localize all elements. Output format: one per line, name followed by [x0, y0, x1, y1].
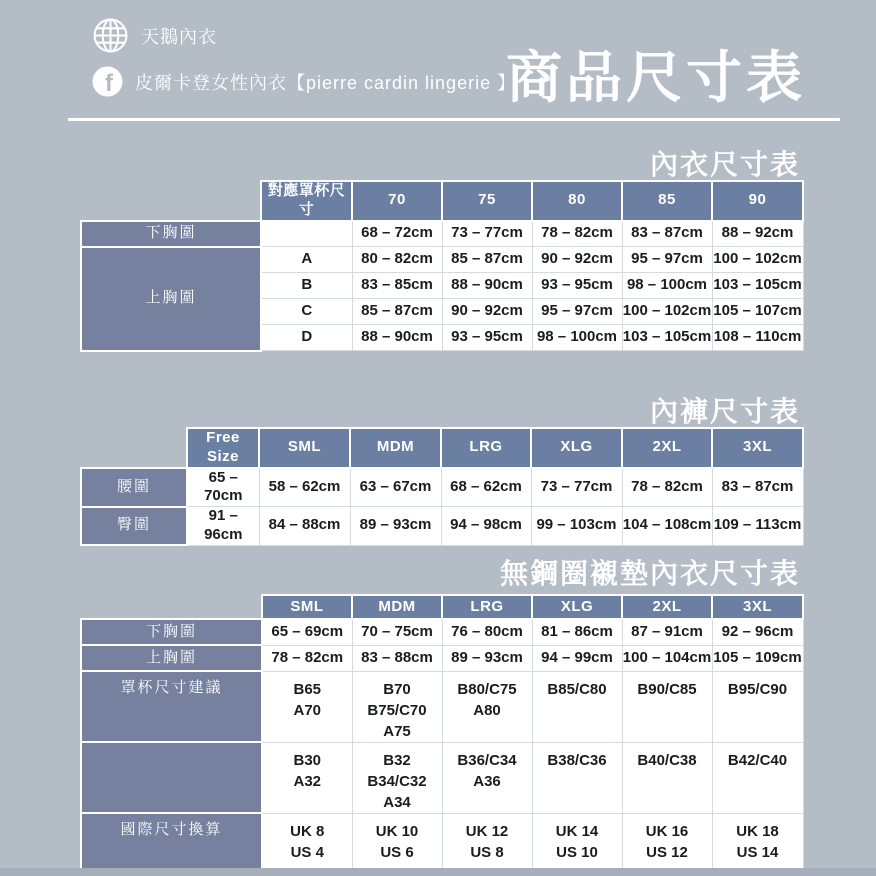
table-cell: 85 – 87cm: [442, 247, 532, 273]
brand-row: [92, 17, 217, 54]
table-cell: 108 – 110cm: [712, 325, 803, 351]
panty-size-table: [80, 427, 804, 546]
table-cell: 78 – 82cm: [532, 221, 622, 247]
row-label: 國際尺寸換算: [81, 813, 262, 876]
table-corner-spacer: [81, 595, 262, 619]
column-header: MDM: [352, 595, 442, 619]
table-cell: 95 – 97cm: [532, 299, 622, 325]
wireless-padded-bra-size-table: [80, 594, 804, 876]
table-cell: B30 A32: [262, 742, 352, 813]
table-cell: 103 – 105cm: [622, 325, 712, 351]
column-header: MDM: [350, 428, 441, 468]
table-cell: 68 – 72cm: [352, 221, 442, 247]
table-cell: B40/C38: [622, 742, 712, 813]
table-cell: A: [261, 247, 352, 273]
table-cell: UK 16 US 12: [622, 813, 712, 876]
table-cell: 104 – 108cm: [622, 507, 712, 546]
column-header: 2XL: [622, 428, 712, 468]
column-header: 85: [622, 181, 712, 221]
table-cell: B80/C75 A80: [442, 671, 532, 742]
row-label: 下胸圍: [81, 619, 262, 645]
table-cell: 63 – 67cm: [350, 468, 441, 507]
table-corner-spacer: [81, 181, 261, 221]
column-header: 90: [712, 181, 803, 221]
table-corner-spacer: [81, 428, 187, 468]
column-header: Free Size: [187, 428, 259, 468]
table-cell: UK 10 US 6: [352, 813, 442, 876]
table-cell: 87 – 91cm: [622, 619, 712, 645]
table-cell: UK 12 US 8: [442, 813, 532, 876]
row-label: 上胸圍: [81, 645, 262, 671]
panty-size-table-container: [80, 427, 804, 546]
row-label: [81, 742, 262, 813]
column-header: 80: [532, 181, 622, 221]
table-cell: B70 B75/C70 A75: [352, 671, 442, 742]
table-row: [81, 742, 803, 813]
column-header: 3XL: [712, 595, 803, 619]
table-cell: 73 – 77cm: [531, 468, 622, 507]
table-cell: B95/C90: [712, 671, 803, 742]
row-label: 下胸圍: [81, 221, 261, 247]
table-cell: D: [261, 325, 352, 351]
table-cell: 94 – 98cm: [441, 507, 531, 546]
row-label: 腰圍: [81, 468, 187, 507]
bra-size-table-container: [80, 180, 804, 352]
table-cell: 83 – 87cm: [712, 468, 803, 507]
table-cell: 83 – 88cm: [352, 645, 442, 671]
column-header: LRG: [441, 428, 531, 468]
table-cell: 90 – 92cm: [442, 299, 532, 325]
row-label: 臀圍: [81, 507, 187, 546]
table-cell: 89 – 93cm: [442, 645, 532, 671]
bra-size-table: [80, 180, 804, 352]
table-cell: B90/C85: [622, 671, 712, 742]
table-row: [81, 813, 803, 876]
table-cell: 100 – 102cm: [622, 299, 712, 325]
table-cell: B85/C80: [532, 671, 622, 742]
table-cell: 90 – 92cm: [532, 247, 622, 273]
table-cell: 78 – 82cm: [622, 468, 712, 507]
column-header: XLG: [532, 595, 622, 619]
table-cell: B32 B34/C32 A34: [352, 742, 442, 813]
column-header: 對應罩杯尺寸: [261, 181, 352, 221]
svg-text:f: f: [104, 70, 113, 97]
table-row: [81, 468, 803, 507]
table-cell: 76 – 80cm: [442, 619, 532, 645]
column-header: XLG: [531, 428, 622, 468]
section-title-panty: 內褲尺寸表: [649, 396, 800, 427]
globe-icon: [92, 17, 129, 54]
column-header: SML: [262, 595, 352, 619]
table-cell: 93 – 95cm: [532, 273, 622, 299]
table-cell: 85 – 87cm: [352, 299, 442, 325]
table-cell: 98 – 100cm: [622, 273, 712, 299]
table-cell: B42/C40: [712, 742, 803, 813]
facebook-row: [92, 66, 516, 97]
row-label: 上胸圍: [81, 247, 261, 351]
table-cell: 99 – 103cm: [531, 507, 622, 546]
header-divider: [68, 118, 840, 121]
table-cell: B: [261, 273, 352, 299]
table-cell: 91 – 96cm: [187, 507, 259, 546]
column-header: SML: [259, 428, 350, 468]
wireless-bra-size-table-container: [80, 594, 804, 876]
table-cell: 93 – 95cm: [442, 325, 532, 351]
page-title: 商品尺寸表: [506, 46, 806, 109]
table-row: [81, 645, 803, 671]
table-cell: 58 – 62cm: [259, 468, 350, 507]
table-cell: 78 – 82cm: [262, 645, 352, 671]
table-cell: 98 – 100cm: [532, 325, 622, 351]
section-title-wireless-bra: 無鋼圈襯墊內衣尺寸表: [499, 558, 800, 589]
table-cell: 89 – 93cm: [350, 507, 441, 546]
table-cell: 92 – 96cm: [712, 619, 803, 645]
brand-name: 天鵝內衣: [141, 26, 217, 47]
table-cell: 100 – 104cm: [622, 645, 712, 671]
table-cell: 80 – 82cm: [352, 247, 442, 273]
table-cell: 103 – 105cm: [712, 273, 803, 299]
table-cell: 95 – 97cm: [622, 247, 712, 273]
table-cell: 84 – 88cm: [259, 507, 350, 546]
table-row: [81, 221, 803, 247]
table-cell: 105 – 109cm: [712, 645, 803, 671]
table-cell: 83 – 87cm: [622, 221, 712, 247]
table-cell: 81 – 86cm: [532, 619, 622, 645]
column-header: 70: [352, 181, 442, 221]
table-cell: 88 – 90cm: [352, 325, 442, 351]
table-cell: B38/C36: [532, 742, 622, 813]
table-cell: 73 – 77cm: [442, 221, 532, 247]
table-cell: 88 – 90cm: [442, 273, 532, 299]
table-cell: UK 18 US 14: [712, 813, 803, 876]
section-title-bra: 內衣尺寸表: [649, 149, 800, 180]
table-cell: C: [261, 299, 352, 325]
column-header: LRG: [442, 595, 532, 619]
table-cell: B65 A70: [262, 671, 352, 742]
facebook-page-name: 皮爾卡登女性內衣【pierre cardin lingerie 】: [135, 72, 517, 93]
table-cell: 100 – 102cm: [712, 247, 803, 273]
table-cell: 94 – 99cm: [532, 645, 622, 671]
table-row: [81, 247, 803, 273]
row-label: 罩杯尺寸建議: [81, 671, 262, 742]
table-row: [81, 507, 803, 546]
facebook-icon: [92, 66, 123, 97]
table-row: [81, 619, 803, 645]
table-cell: 88 – 92cm: [712, 221, 803, 247]
table-cell: UK 8 US 4: [262, 813, 352, 876]
column-header: 2XL: [622, 595, 712, 619]
column-header: 3XL: [712, 428, 803, 468]
table-cell: 105 – 107cm: [712, 299, 803, 325]
table-cell: 68 – 62cm: [441, 468, 531, 507]
table-cell: 109 – 113cm: [712, 507, 803, 546]
table-cell: 65 – 70cm: [187, 468, 259, 507]
table-cell: [261, 221, 352, 247]
table-cell: 70 – 75cm: [352, 619, 442, 645]
bottom-band: [0, 868, 876, 876]
column-header: 75: [442, 181, 532, 221]
table-cell: 83 – 85cm: [352, 273, 442, 299]
table-cell: 65 – 69cm: [262, 619, 352, 645]
table-cell: B36/C34 A36: [442, 742, 532, 813]
table-cell: UK 14 US 10: [532, 813, 622, 876]
table-row: [81, 671, 803, 742]
